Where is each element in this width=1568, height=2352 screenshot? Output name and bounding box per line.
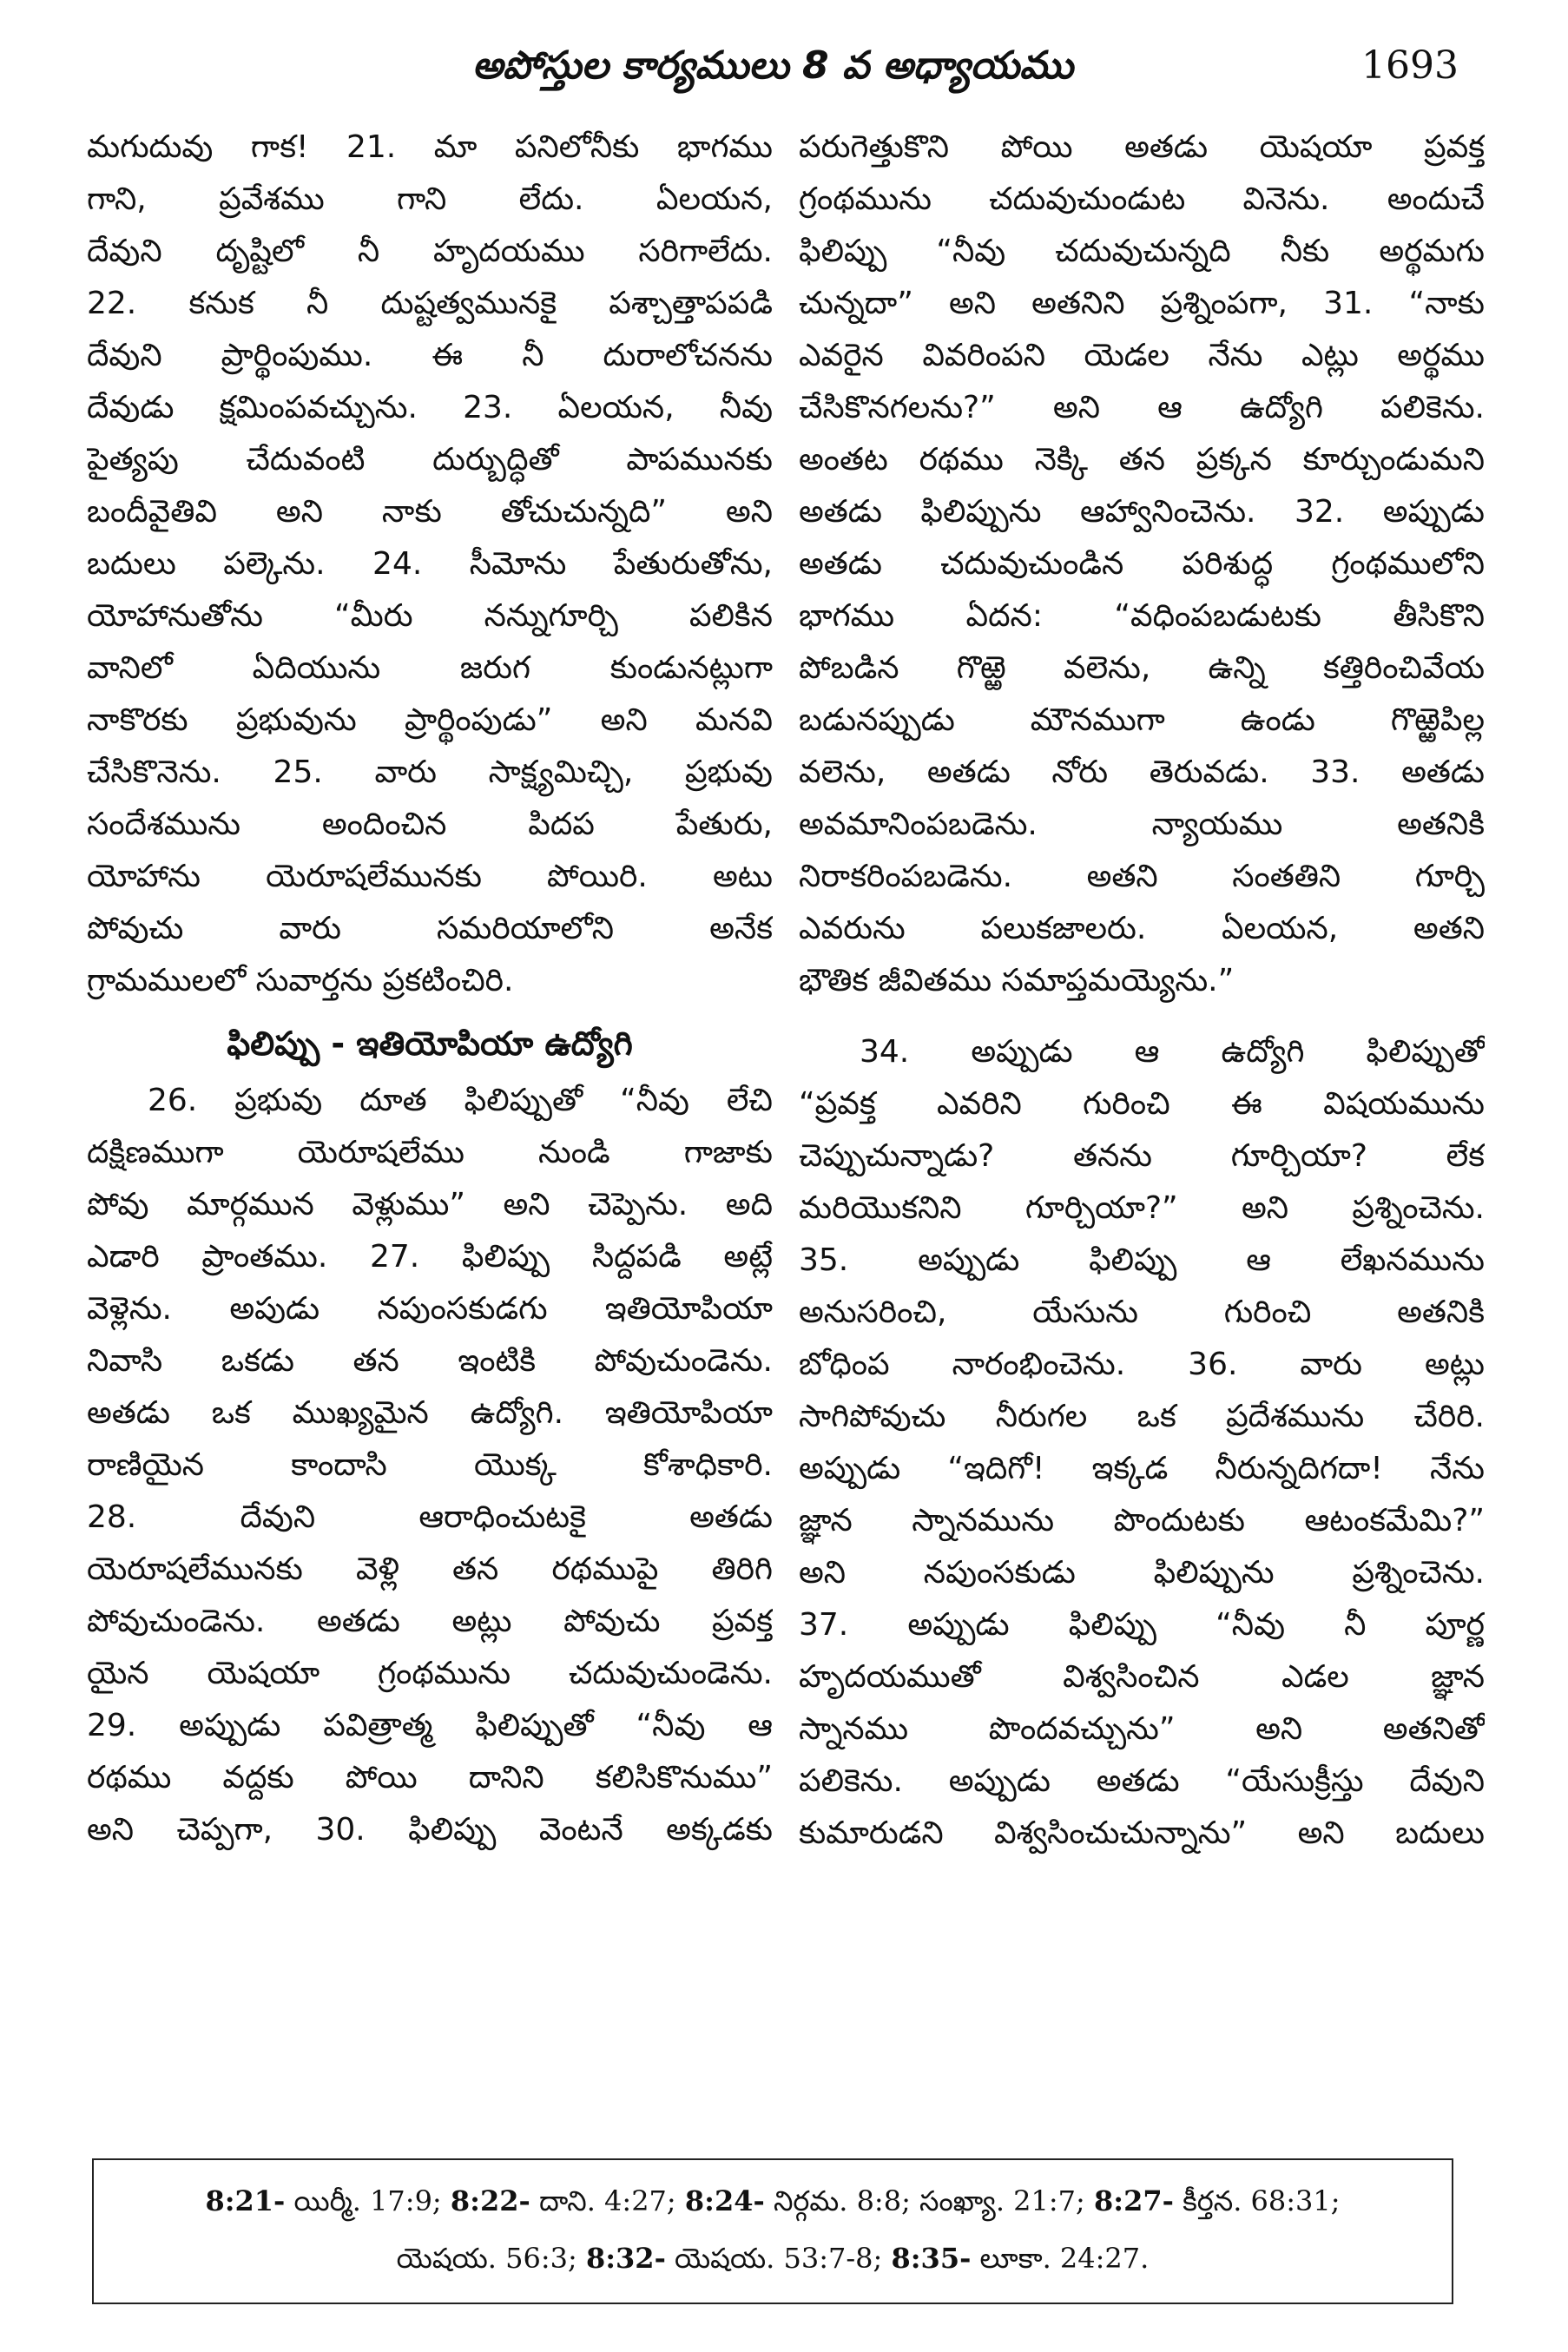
footnote-line — [111, 2230, 1434, 2287]
text-line: గ్రామములలో సువార్తను ప్రకటించిరి. — [87, 963, 514, 998]
text-line: దక్షిణముగా యెరూషలేము నుండి గాజాకు — [87, 1135, 773, 1170]
text-line: అతడు చదువుచుండిన పరిశుద్ధ గ్రంథములోని — [799, 546, 1485, 582]
text-line: పరుగెత్తుకొని పోయి అతడు యెషయా ప్రవక్త — [799, 129, 1485, 165]
text-line: 35. అప్పుడు ఫిలిప్పు ఆ లేఖనమును — [799, 1242, 1485, 1278]
text-line: 34. అప్పుడు ఆ ఉద్యోగి ఫిలిప్పుతో — [860, 1034, 1485, 1070]
footnote-text: నిర్గమ. 8:8; సంఖ్యా. 21:7; — [764, 2184, 1094, 2217]
text-line: బందీవైతివి అని నాకు తోచుచున్నది” అని — [87, 494, 773, 530]
chapter-title: అపోస్తుల కార్యములు 8 వ అధ్యాయము — [471, 43, 1074, 88]
footnote-text: యెషయ. 53:7-8; — [665, 2242, 892, 2275]
text-line: బడునప్పుడు మౌనముగా ఉండు గొఱ్ఱెపిల్ల — [799, 702, 1485, 738]
footnote-text: యెషయ. 56:3; — [396, 2242, 586, 2275]
footnote-ref: 8:27- — [1094, 2184, 1174, 2217]
text-line: “ప్రవక్త ఎవరిని గురించి ఈ విషయమును — [799, 1086, 1485, 1122]
left-column — [87, 122, 773, 1856]
text-line: అతడు ఫిలిప్పును ఆహ్వానించెను. 32. అప్పుడు — [799, 494, 1485, 530]
text-line: పైత్యపు చేదువంటి దుర్బుద్ధితో పాపమునకు — [87, 442, 773, 478]
text-line: చున్నదా” అని అతనిని ప్రశ్నింపగా, 31. “నాకు — [799, 286, 1485, 321]
text-line: చేసికొనగలను?” అని ఆ ఉద్యోగి పలికెను. — [799, 390, 1485, 425]
text-line: 28. దేవుని ఆరాధించుటకై అతడు — [87, 1499, 773, 1535]
text-line: చెప్పుచున్నాడు? తనను గూర్చియా? లేక — [799, 1138, 1485, 1174]
text-line: ఫిలిప్పు “నీవు చదువుచున్నది నీకు అర్థమగు — [799, 234, 1485, 269]
right-text-block-2 — [799, 1026, 1485, 1860]
text-line: యైన యెషయా గ్రంథమును చదువుచుండెను. — [87, 1656, 773, 1691]
text-line: సాగిపోవుచు నీరుగల ఒక ప్రదేశమును చేరిరి. — [799, 1399, 1485, 1434]
text-line: యెరూషలేమునకు వెళ్లి తన రథముపై తిరిగి — [87, 1552, 773, 1587]
left-text-block — [87, 122, 773, 1007]
section-heading: ఫిలిప్పు - ఇతియోపియా ఉద్యోగి — [227, 1024, 633, 1063]
footnote-text: లూకా. 24:27. — [971, 2242, 1150, 2275]
page-header — [87, 35, 1459, 122]
text-line: అతడు ఒక ముఖ్యమైన ఉద్యోగి. ఇతియోపియా — [87, 1395, 773, 1431]
footnote-ref: 8:21- — [205, 2184, 286, 2217]
text-line: యోహాను యెరూషలేమునకు పోయిరి. అటు — [87, 859, 773, 894]
text-line: నివాసి ఒకడు తన ఇంటికి పోవుచుండెను. — [87, 1343, 773, 1379]
text-line: చేసికొనెను. 25. వారు సాక్ష్యమిచ్చి, ప్రభువు — [87, 754, 773, 790]
text-line: దేవుని ప్రార్థింపుము. ఈ నీ దురాలోచనను — [87, 338, 773, 373]
text-line: గాని, ప్రవేశము గాని లేదు. ఏలయన, — [87, 181, 773, 217]
text-line: అవమానింపబడెను. న్యాయము అతనికి — [799, 807, 1485, 842]
text-line: మగుదువు గాక! 21. మా పనిలోనీకు భాగము — [87, 129, 773, 165]
text-line: సందేశమును అందించిన పిదప పేతురు, — [87, 807, 773, 842]
text-line: రాణియైన కాందాసి యొక్క కోశాధికారి. — [87, 1447, 773, 1483]
page-number: 1693 — [1361, 43, 1459, 88]
text-line: పోవుచుండెను. అతడు అట్లు పోవుచు ప్రవక్త — [87, 1604, 773, 1639]
text-line: వలెను, అతడు నోరు తెరువడు. 33. అతడు — [799, 754, 1485, 790]
footnote-line — [111, 2172, 1434, 2230]
footnote-ref: 8:35- — [891, 2242, 972, 2275]
text-line: వెళ్లెను. అపుడు నపుంసకుడగు ఇతియోపియా — [87, 1291, 773, 1327]
text-line: మరియొకనిని గూర్చియా?” అని ప్రశ్నించెను. — [799, 1190, 1485, 1226]
text-line: అని చెప్పగా, 30. ఫిలిప్పు వెంటనే అక్కడకు — [87, 1812, 773, 1848]
text-line: అనుసరించి, యేసును గురించి అతనికి — [799, 1295, 1485, 1330]
text-line: 29. అప్పుడు పవిత్రాత్మ ఫిలిప్పుతో “నీవు ఆ — [87, 1708, 773, 1743]
footnote-text: యిర్మీ. 17:9; — [285, 2184, 451, 2217]
text-line: కుమారుడని విశ్వసించుచున్నాను” అని బదులు — [799, 1815, 1485, 1851]
text-line: 37. అప్పుడు ఫిలిప్పు “నీవు నీ పూర్ణ — [799, 1607, 1485, 1643]
text-line: అంతట రథము నెక్కి తన ప్రక్కన కూర్చుండుమని — [799, 442, 1485, 478]
text-line: 22. కనుక నీ దుష్టత్వమునకై పశ్చాత్తాపపడి — [87, 286, 773, 321]
footnote-ref: 8:24- — [684, 2184, 765, 2217]
text-line: పోవుచు వారు సమరియాలోని అనేక — [87, 911, 773, 946]
footnote-text: దాని. 4:27; — [530, 2184, 685, 2217]
text-line: బోధింప నారంభించెను. 36. వారు అట్లు — [799, 1347, 1485, 1382]
text-line: యోహానుతోను “మీరు నన్నుగూర్చి పలికిన — [87, 598, 773, 634]
text-line: పోవు మార్గమున వెళ్లుము” అని చెప్పెను. అది — [87, 1187, 773, 1222]
text-line: దేవుడు క్షమింపవచ్చును. 23. ఏలయన, నీవు — [87, 390, 773, 425]
left-text-block-2 — [87, 1075, 773, 1856]
text-line: స్నానము పొందవచ్చును” అని అతనితో — [799, 1711, 1485, 1747]
text-line: బదులు పల్కెను. 24. సీమోను పేతురుతోను, — [87, 546, 773, 582]
text-line: ఎడారి ప్రాంతము. 27. ఫిలిప్పు సిద్దపడి అట్లే — [87, 1239, 773, 1275]
paragraph-gap — [799, 1007, 1485, 1026]
text-line: పోబడిన గొఱ్ఱె వలెను, ఉన్ని కత్తిరించివేయ — [799, 650, 1485, 686]
text-line: నాకొరకు ప్రభువును ప్రార్థింపుడు” అని మనవి — [87, 702, 773, 738]
text-line: అని నపుంసకుడు ఫిలిప్పును ప్రశ్నించెను. — [799, 1555, 1485, 1591]
text-line: నిరాకరింపబడెను. అతని సంతతిని గూర్చి — [799, 859, 1485, 894]
text-line: రథము వద్దకు పోయి దానిని కలిసికొనుము” — [87, 1760, 773, 1795]
text-line: ఎవరైన వివరింపని యెడల నేను ఎట్లు అర్థము — [799, 338, 1485, 373]
right-text-block — [799, 122, 1485, 1007]
footnote-ref: 8:32- — [585, 2242, 666, 2275]
right-column — [799, 122, 1485, 1860]
text-line: భౌతిక జీవితము సమాప్తమయ్యెను.” — [799, 963, 1235, 998]
text-line: ఎవరును పలుకజాలరు. ఏలయన, అతని — [799, 911, 1485, 946]
text-line: గ్రంథమును చదువుచుండుట వినెను. అందుచే — [799, 181, 1485, 217]
text-line: అప్పుడు “ఇదిగో! ఇక్కడ నీరున్నదిగదా! నేను — [799, 1451, 1485, 1486]
text-line: 26. ప్రభువు దూత ఫిలిప్పుతో “నీవు లేచి — [148, 1083, 773, 1118]
footnote-ref: 8:22- — [450, 2184, 530, 2217]
text-line: దేవుని దృష్టిలో నీ హృదయము సరిగాలేదు. — [87, 234, 773, 269]
text-line: పలికెను. అప్పుడు అతడు “యేసుక్రీస్తు దేవుని — [799, 1763, 1485, 1799]
footnote-text: కీర్తన. 68:31; — [1173, 2184, 1341, 2217]
text-line: వానిలో ఏదియును జరుగ కుండునట్లుగా — [87, 650, 773, 686]
footnotes-box — [92, 2158, 1453, 2304]
text-line: హృదయముతో విశ్వసించిన ఎడల జ్ఞాన — [799, 1659, 1485, 1695]
text-line: జ్ఞాన స్నానమును పొందుటకు ఆటంకమేమి?” — [799, 1503, 1485, 1538]
text-line: భాగము ఏదన: “వధింపబడుటకు తీసికొని — [799, 598, 1485, 634]
